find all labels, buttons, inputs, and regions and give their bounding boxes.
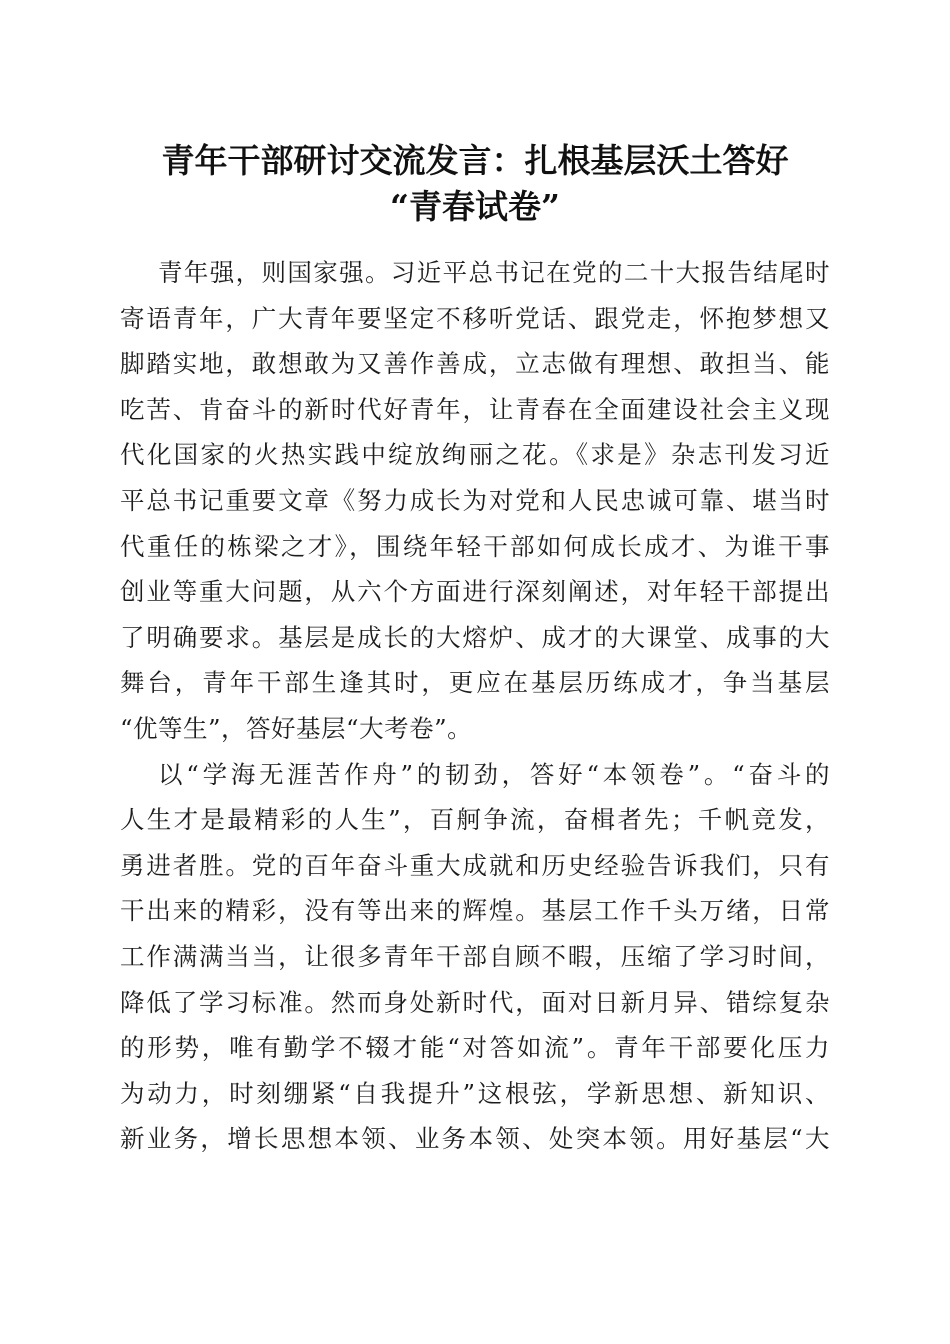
text-line: 脚踏实地，敢想敢为又善作善成，立志做有理想、敢担当、能 — [120, 349, 830, 379]
text-line: 的形势，唯有勤学不辍才能“对答如流”。青年干部要化压力 — [120, 1033, 830, 1063]
text-line: 吃苦、肯奋斗的新时代好青年，让青春在全面建设社会主义现 — [120, 394, 830, 424]
text-line: 平总书记重要文章《努力成长为对党和人民忠诚可靠、堪当时 — [120, 485, 830, 515]
text-line: 降低了学习标准。然而身处新时代，面对日新月异、错综复杂 — [120, 987, 830, 1017]
text-line: 干出来的精彩，没有等出来的辉煌。基层工作千头万绪，日常 — [120, 896, 830, 926]
text-line: “优等生”，答好基层“大考卷”。 — [120, 713, 473, 743]
text-line: 青年强，则国家强。习近平总书记在党的二十大报告结尾时 — [158, 258, 830, 287]
text-line: 舞台，青年干部生逢其时，更应在基层历练成才，争当基层 — [120, 668, 830, 698]
text-line: 寄语青年，广大青年要坚定不移听党话、跟党走，怀抱梦想又 — [120, 303, 830, 333]
title-line: “青春试卷” — [390, 187, 560, 226]
document-body — [120, 250, 830, 1162]
text-line: 工作满满当当，让很多青年干部自顾不暇，压缩了学习时间， — [120, 941, 830, 971]
text-line: 勇进者胜。党的百年奋斗重大成就和历史经验告诉我们，只有 — [120, 850, 830, 880]
title-line: 青年干部研讨交流发言：扎根基层沃土答好 — [161, 141, 789, 180]
text-line: 人生才是最精彩的人生”，百舸争流，奋楫者先；千帆竞发， — [120, 805, 830, 835]
text-line: 代化国家的火热实践中绽放绚丽之花。《求是》杂志刊发习近 — [120, 440, 830, 470]
document-title — [120, 138, 830, 230]
text-line: 新业务，增长思想本领、业务本领、处突本领。用好基层“大 — [120, 1124, 830, 1154]
text-line: 代重任的栋梁之才》，围绕年轻干部如何成长成才、为谁干事 — [120, 531, 830, 561]
text-line: 了明确要求。基层是成长的大熔炉、成才的大课堂、成事的大 — [120, 622, 830, 652]
text-line: 创业等重大问题，从六个方面进行深刻阐述，对年轻干部提出 — [120, 577, 830, 607]
paragraph-1 — [120, 250, 830, 752]
text-line: 以“学海无涯苦作舟”的韧劲，答好“本领卷”。“奋斗的 — [158, 759, 830, 789]
text-line: 为动力，时刻绷紧“自我提升”这根弦，学新思想、新知识、 — [120, 1078, 830, 1108]
paragraph-2 — [120, 752, 830, 1162]
